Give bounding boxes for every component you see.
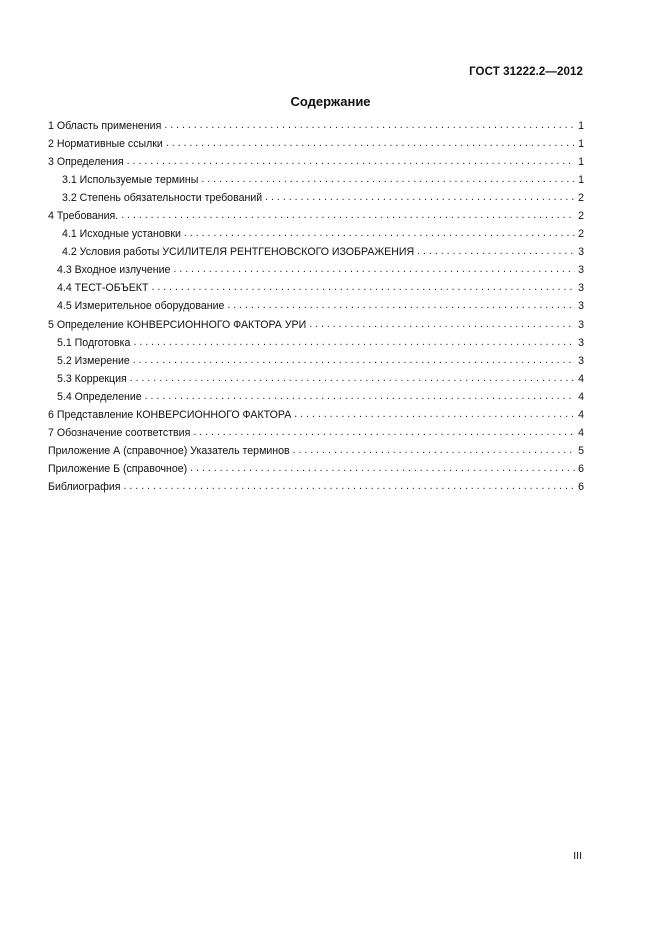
toc-entry-page: 4 — [578, 408, 584, 421]
toc-entry-label: 4.5 Измерительное оборудование — [57, 300, 225, 313]
toc-entry — [48, 427, 584, 445]
toc-entry — [48, 319, 584, 337]
toc-entry-page: 4 — [578, 390, 584, 403]
toc-entry — [48, 282, 584, 300]
toc-entry — [48, 463, 584, 481]
toc-entry-label: Приложение А (справочное) Указатель терминов — [48, 444, 290, 457]
toc-dot-leader — [309, 318, 575, 330]
toc-entry-page: 2 — [578, 228, 584, 241]
toc-dot-leader — [293, 444, 575, 456]
toc-entry — [48, 210, 584, 228]
table-of-contents — [48, 120, 584, 499]
toc-entry — [48, 445, 584, 463]
page-number: III — [573, 850, 582, 862]
toc-dot-leader — [133, 354, 575, 366]
toc-dot-leader — [265, 191, 575, 203]
toc-entry-label: Библиография — [48, 480, 121, 493]
toc-dot-leader — [123, 480, 575, 492]
toc-dot-leader — [145, 390, 575, 402]
toc-entry — [48, 264, 584, 282]
toc-entry — [48, 373, 584, 391]
toc-entry-page: 2 — [578, 210, 584, 223]
toc-entry-page: 6 — [578, 462, 584, 475]
toc-dot-leader — [227, 299, 575, 311]
toc-entry — [48, 409, 584, 427]
document-code: ГОСТ 31222.2—2012 — [469, 66, 583, 78]
toc-entry — [48, 174, 584, 192]
toc-entry-label: 4.1 Исходные установки — [62, 228, 181, 241]
toc-entry-page: 3 — [578, 282, 584, 295]
toc-entry-label: 4 Требования. — [48, 210, 119, 223]
toc-entry-page: 6 — [578, 480, 584, 493]
toc-entry-label: 5.3 Коррекция — [57, 372, 127, 385]
toc-dot-leader — [151, 281, 575, 293]
toc-entry-page: 2 — [578, 192, 584, 205]
toc-dot-leader — [417, 245, 575, 257]
toc-entry-label: 3.1 Используемые термины — [62, 174, 199, 187]
toc-entry-page: 5 — [578, 444, 584, 457]
toc-entry-page: 1 — [578, 138, 584, 151]
toc-dot-leader — [121, 209, 575, 221]
toc-entry-label: 3.2 Степень обязательности требований — [62, 192, 263, 205]
toc-entry-page: 4 — [578, 426, 584, 439]
toc-entry — [48, 192, 584, 210]
toc-dot-leader — [184, 227, 575, 239]
toc-entry — [48, 337, 584, 355]
toc-entry — [48, 300, 584, 318]
toc-entry-label: 2 Нормативные ссылки — [48, 138, 163, 151]
toc-entry-label: 1 Область применения — [48, 120, 162, 132]
toc-dot-leader — [193, 426, 575, 438]
toc-dot-leader — [201, 173, 575, 185]
toc-entry — [48, 355, 584, 373]
toc-entry-label: 7 Обозначение соответствия — [48, 426, 191, 439]
toc-entry-label: 4.2 Условия работы УСИЛИТЕЛЯ РЕНТГЕНОВСКОГО ИЗОБРАЖЕНИЯ — [62, 246, 415, 259]
toc-entry-page: 1 — [578, 174, 584, 187]
toc-entry-page: 3 — [578, 336, 584, 349]
toc-entry-label: 5.2 Измерение — [57, 354, 130, 367]
toc-entry-label: Приложение Б (справочное) — [48, 462, 188, 475]
toc-dot-leader — [173, 263, 575, 275]
toc-dot-leader — [190, 462, 575, 474]
toc-dot-leader — [127, 155, 575, 167]
toc-entry — [48, 120, 584, 138]
toc-entry-page: 1 — [578, 120, 584, 132]
toc-entry-label: 4.4 ТЕСТ-ОБЪЕКТ — [57, 282, 149, 295]
toc-entry-page: 3 — [578, 318, 584, 331]
toc-dot-leader — [294, 408, 575, 420]
toc-entry — [48, 228, 584, 246]
page-title: Содержание — [290, 94, 371, 109]
toc-entry — [48, 391, 584, 409]
toc-entry — [48, 138, 584, 156]
toc-dot-leader — [166, 137, 575, 149]
toc-entry-page: 3 — [578, 300, 584, 313]
toc-entry-page: 3 — [578, 246, 584, 259]
toc-dot-leader — [164, 119, 575, 131]
toc-dot-leader — [130, 372, 575, 384]
toc-entry-label: 4.3 Входное излучение — [57, 264, 171, 277]
toc-entry — [48, 481, 584, 499]
toc-entry-label: 6 Представление КОНВЕРСИОННОГО ФАКТОРА — [48, 408, 292, 421]
toc-entry-label: 5.4 Определение — [57, 390, 142, 403]
toc-entry-label: 5 Определение КОНВЕРСИОННОГО ФАКТОРА УРИ — [48, 318, 307, 331]
toc-dot-leader — [133, 336, 575, 348]
toc-entry-page: 1 — [578, 156, 584, 169]
toc-entry-label: 5.1 Подготовка — [57, 336, 131, 349]
toc-entry-page: 3 — [578, 264, 584, 277]
toc-entry — [48, 246, 584, 264]
toc-entry-page: 4 — [578, 372, 584, 385]
toc-entry-page: 3 — [578, 354, 584, 367]
toc-entry-label: 3 Определения — [48, 156, 124, 169]
toc-entry — [48, 156, 584, 174]
